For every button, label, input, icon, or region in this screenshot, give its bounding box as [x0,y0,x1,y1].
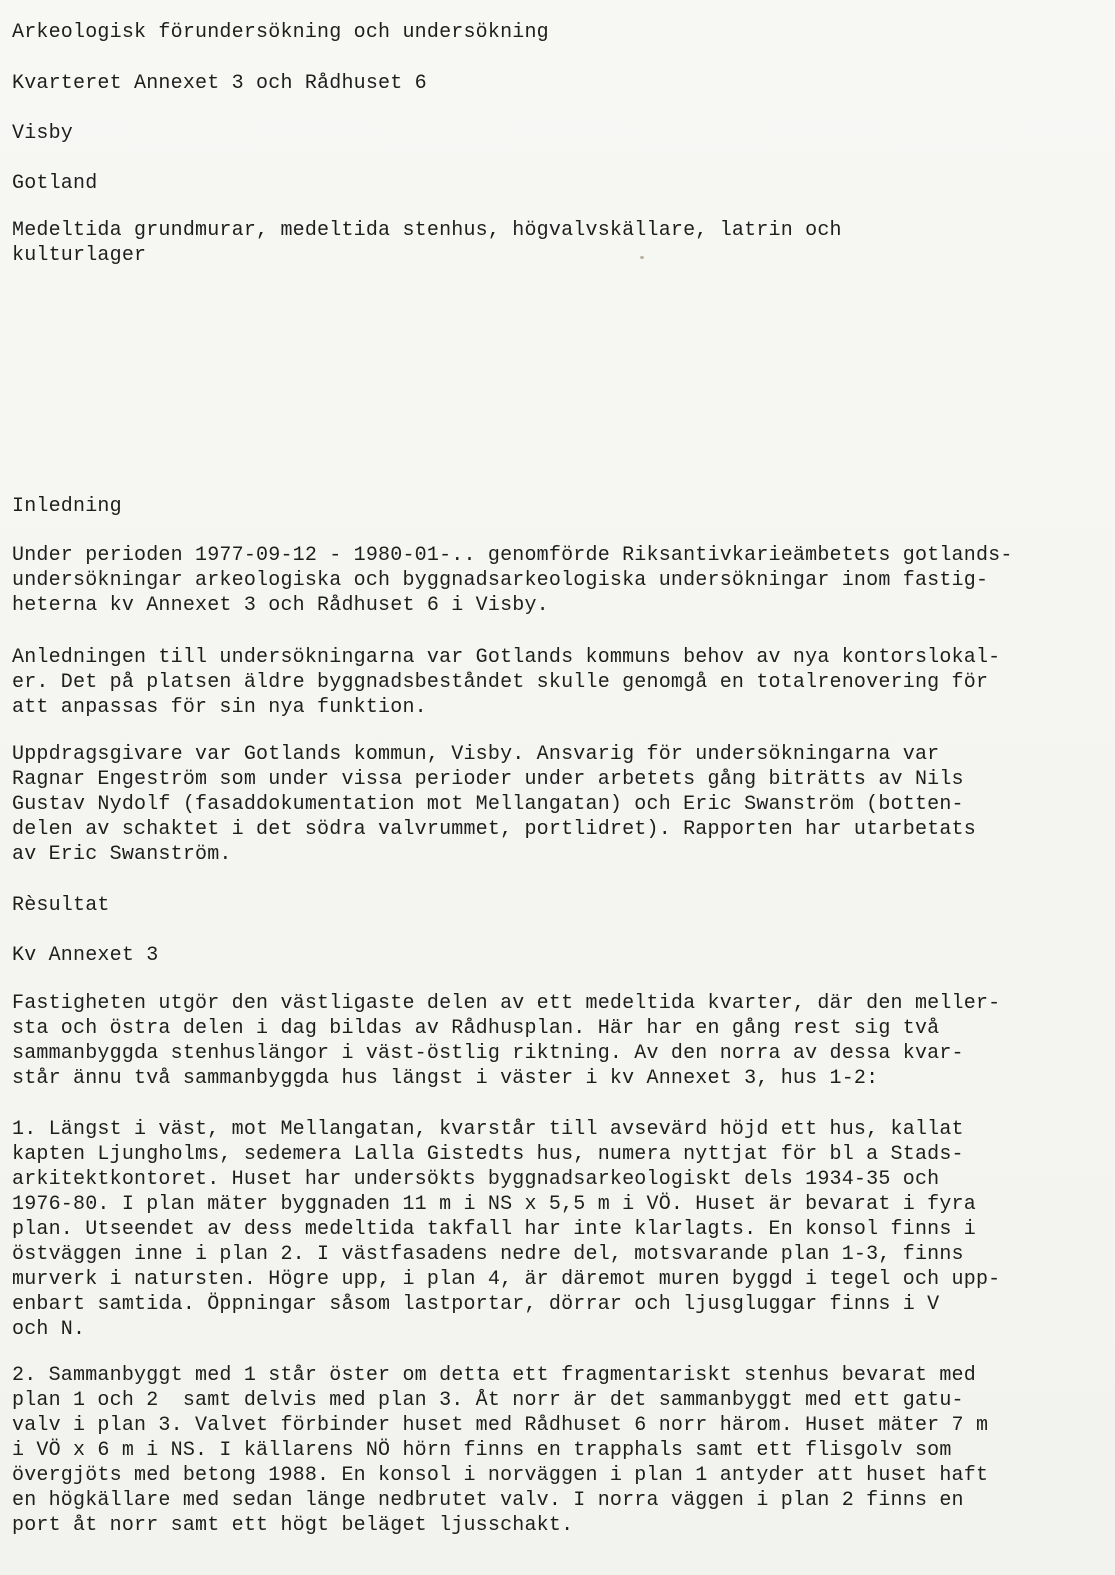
report-title: Arkeologisk förundersökning och undersökning [12,21,549,44]
paper-speck [640,256,644,259]
intro-paragraph: Anledningen till undersökningarna var Gotlands kommuns behov av nya kontorslokal- er. Det på platsen äldre byggnadsbeståndet skulle genomgå en totalrenovering för att anpassas för sin nya funktion. [12,646,1001,719]
section-heading-intro: Inledning [12,495,122,518]
results-paragraph: 2. Sammanbyggt med 1 står öster om detta ett fragmentariskt stenhus bevarat med plan 1 och 2 samt delvis med plan 3. Åt norr är det sammanbyggt med ett gatu- valv i plan 3. Valvet förbinder huset med Rådhuset 6 norr härom. Huset mäter 7 m i VÖ x 6 m i NS. I källarens NÖ hörn finns en trapphals samt ett flisgolv som övergjöts med betong 1988. En konsol i norväggen i plan 1 antyder att huset haft en högkällare med sedan länge nedbrutet valv. I norra väggen i plan 2 finns en port åt norr samt ett högt beläget ljusschakt. [12,1364,989,1537]
report-region: Gotland [12,172,98,195]
subsection-heading-annexet: Kv Annexet 3 [12,944,159,967]
report-city: Visby [12,122,74,145]
results-paragraph: 1. Längst i väst, mot Mellangatan, kvarstår till avsevärd höjd ett hus, kallat kapten Ljungholms, sedemera Lalla Gistedts hus, numera nyttjat för bl a Stads- arkitektkontoret. Huset har undersökts byggnadsarkeologiskt dels 1934-35 och 1976-80. I plan mäter byggnaden 11 m i NS x 5,5 m i VÖ. Huset är bevarat i fyra plan. Utseendet av dess medeltida takfall har inte klarlagts. En konsol finns i östväggen inne i plan 2. I västfasadens nedre del, motsvarande plan 1-3, finns murverk i natursten. Högre upp, i plan 4, är däremot muren byggd i tegel och upp- enbart samtida. Öppningar såsom lastportar, dörrar och ljusgluggar finns i V och N. [12,1118,1001,1341]
intro-paragraph: Uppdragsgivare var Gotlands kommun, Visby. Ansvarig för undersökningarna var Ragnar Engeström som under vissa perioder under arbetets gång biträtts av Nils Gustav Nydolf (fasaddokumentation mot Mellangatan) och Eric Swanström (botten- delen av schaktet i det södra valvrummet, portlidret). Rapporten har utarbetats av Eric Swanström. [12,743,976,866]
report-quarter: Kvarteret Annexet 3 och Rådhuset 6 [12,72,427,95]
section-heading-results: Rèsultat [12,894,110,917]
intro-paragraph: Under perioden 1977-09-12 - 1980-01-.. genomförde Riksantivkarieämbetets gotlands- undersökningar arkeologiska och byggnadsarkeologiska undersökningar inom fastig- heterna kv Annexet 3 och Rådhuset 6 i Visby. [12,544,1013,617]
report-keywords: Medeltida grundmurar, medeltida stenhus, högvalvskällare, latrin och kulturlager [12,219,842,267]
results-paragraph: Fastigheten utgör den västligaste delen av ett medeltida kvarter, där den meller- sta och östra delen i dag bildas av Rådhusplan. Här har en gång rest sig två sammanbyggda stenhuslängor i väst-östlig riktning. Av den norra av dessa kvar- står ännu två sammanbyggda hus längst i väster i kv Annexet 3, hus 1-2: [12,992,1001,1090]
